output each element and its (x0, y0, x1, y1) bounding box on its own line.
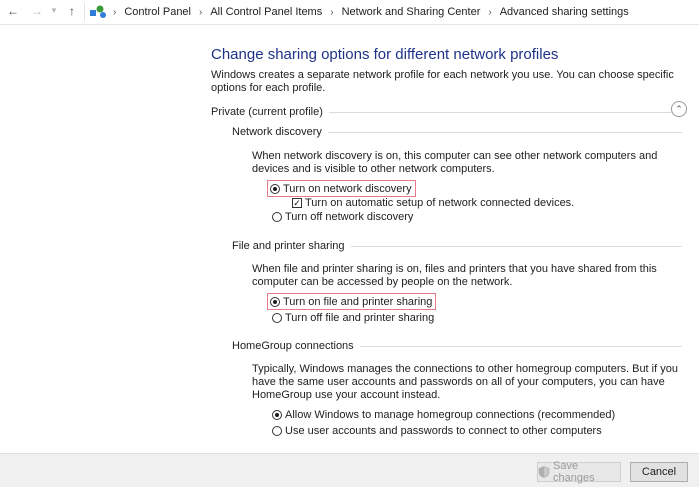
save-changes-button[interactable] (537, 462, 621, 482)
homegroup-text: Typically, Windows manages the connections to other homegroup computers. But if you have the same user accounts and passwords on all of your computers, you can have HomeGroup use your account instead. (252, 363, 678, 401)
forward-arrow-icon[interactable]: → (31, 4, 43, 18)
control-panel-icon (89, 4, 111, 20)
homegroup-heading: HomeGroup connections (232, 340, 354, 352)
cancel-label: Cancel (641, 466, 677, 478)
back-arrow-icon[interactable]: ← (7, 4, 19, 18)
file-sharing-text: When file and printer sharing is on, files and printers that you have shared from this computer can be accessed by people on the network. (252, 263, 657, 288)
radio-selected-icon[interactable] (270, 184, 280, 194)
divider (329, 112, 683, 113)
address-bar (0, 0, 699, 25)
breadcrumb-separator-icon[interactable]: › (113, 6, 117, 18)
radio-label: Turn off file and printer sharing (285, 312, 435, 324)
recent-locations-chevron-icon[interactable]: ▼ (50, 6, 58, 15)
radio-label: Turn off network discovery (285, 211, 414, 223)
file-sharing-heading: File and printer sharing (232, 240, 345, 252)
breadcrumb-advanced-sharing[interactable]: Advanced sharing settings (499, 6, 629, 18)
settings-content (0, 25, 699, 453)
radio-unselected-icon[interactable] (272, 426, 282, 436)
radio-network-discovery-off[interactable] (272, 210, 413, 224)
network-discovery-header (232, 125, 682, 139)
page-title: Change sharing options for different network profiles (211, 46, 559, 63)
profile-header[interactable] (211, 105, 683, 119)
radio-label: Use user accounts and passwords to connect to other computers (285, 425, 602, 437)
radio-file-sharing-on[interactable] (267, 293, 436, 310)
radio-label: Allow Windows to manage homegroup connections (recommended) (285, 409, 616, 421)
radio-label: Turn on file and printer sharing (283, 295, 433, 308)
homegroup-header (232, 339, 682, 353)
checkbox-label: Turn on automatic setup of network connected devices. (305, 197, 575, 209)
profile-label: Private (current profile) (211, 106, 323, 118)
radio-selected-icon[interactable] (272, 410, 282, 420)
network-discovery-heading: Network discovery (232, 126, 322, 138)
radio-homegroup-user[interactable] (272, 424, 602, 438)
collapse-chevron-icon[interactable]: ⌃ (671, 101, 687, 117)
radio-file-sharing-off[interactable] (272, 311, 434, 325)
divider (328, 132, 682, 133)
radio-homegroup-windows[interactable] (272, 408, 615, 422)
checkbox-checked-icon[interactable]: ✓ (293, 198, 301, 208)
breadcrumb-network-sharing[interactable]: Network and Sharing Center (341, 6, 481, 18)
radio-label: Turn on network discovery (283, 182, 412, 195)
breadcrumb-separator-icon[interactable]: › (488, 6, 492, 18)
radio-network-discovery-on[interactable] (267, 180, 416, 197)
breadcrumb-control-panel[interactable]: Control Panel (124, 6, 191, 18)
radio-unselected-icon[interactable] (272, 212, 282, 222)
divider (360, 346, 682, 347)
uac-shield-icon (538, 466, 550, 478)
radio-unselected-icon[interactable] (272, 313, 282, 323)
divider (351, 246, 682, 247)
page-description: Windows creates a separate network profile for each network you use. You can choose specific options for each profile. (211, 69, 674, 94)
checkbox-auto-setup[interactable] (292, 196, 574, 210)
breadcrumb (84, 3, 699, 21)
cancel-button[interactable] (630, 462, 688, 482)
network-discovery-text: When network discovery is on, this computer can see other network computers and devices and is visible to other network computers. (252, 150, 658, 175)
file-sharing-header (232, 239, 682, 253)
radio-selected-icon[interactable] (270, 297, 280, 307)
up-arrow-icon[interactable]: ↑ (69, 4, 75, 18)
breadcrumb-all-items[interactable]: All Control Panel Items (210, 6, 323, 18)
save-changes-label: Save changes (553, 460, 595, 484)
breadcrumb-separator-icon[interactable]: › (199, 6, 203, 18)
button-bar (0, 453, 699, 487)
breadcrumb-separator-icon[interactable]: › (330, 6, 334, 18)
